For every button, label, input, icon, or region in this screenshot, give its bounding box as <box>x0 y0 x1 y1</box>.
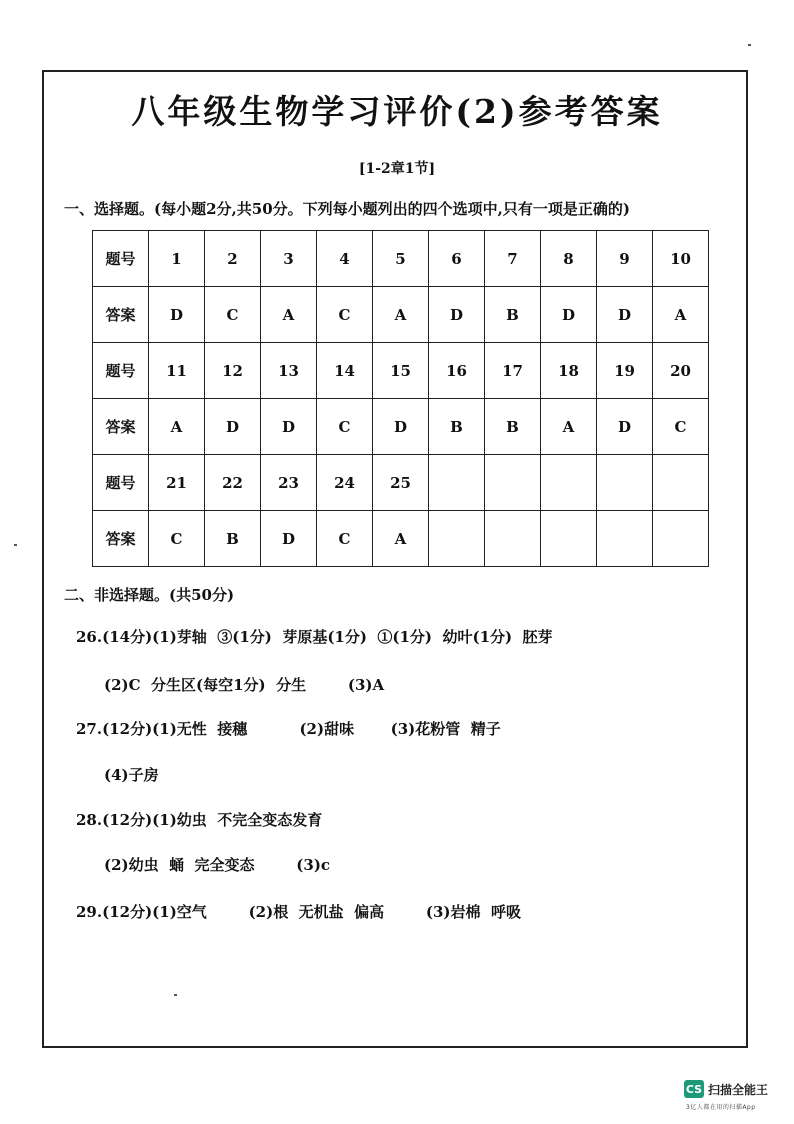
question-number-cell: 13 <box>261 343 317 399</box>
answer-key-row <box>93 399 709 455</box>
page-title: 八年级生物学习评价(2)参考答案 <box>131 92 663 131</box>
answer-key-row <box>93 287 709 343</box>
question-number-cell <box>597 455 653 511</box>
answer-cell <box>653 511 709 567</box>
answer-cell: B <box>485 287 541 343</box>
question-number-cell: 6 <box>429 231 485 287</box>
answer-cell: D <box>541 287 597 343</box>
question-number-row <box>93 455 709 511</box>
answer-q28-line2: (2)幼虫 蛹 完全变态 (3)c <box>104 856 331 874</box>
question-number-cell: 19 <box>597 343 653 399</box>
row-label-cell: 题号 <box>93 455 149 511</box>
question-number-cell: 1 <box>149 231 205 287</box>
answer-cell: A <box>373 511 429 567</box>
answer-q28-line1: 28.(12分)(1)幼虫 不完全变态发育 <box>76 811 323 829</box>
answer-cell: D <box>205 399 261 455</box>
question-number-cell: 15 <box>373 343 429 399</box>
question-number-cell <box>429 455 485 511</box>
question-number-cell: 25 <box>373 455 429 511</box>
chapter-range: [1-2章1节] <box>358 161 436 177</box>
question-number-cell: 2 <box>205 231 261 287</box>
row-label-cell: 答案 <box>93 399 149 455</box>
answer-cell: B <box>429 399 485 455</box>
scanner-app-name: 扫描全能王 <box>708 1082 769 1097</box>
answer-cell <box>541 511 597 567</box>
section-choice-heading: 一、选择题。(每小题2分,共50分。下列每小题列出的四个选项中,只有一项是正确的) <box>64 200 630 218</box>
answer-cell: C <box>317 399 373 455</box>
question-number-cell: 4 <box>317 231 373 287</box>
question-number-cell <box>485 455 541 511</box>
answer-cell: A <box>261 287 317 343</box>
answer-q27-line1: 27.(12分)(1)无性 接穗 (2)甜味 (3)花粉管 精子 <box>76 720 501 738</box>
question-number-cell: 24 <box>317 455 373 511</box>
question-number-cell: 3 <box>261 231 317 287</box>
question-number-cell: 23 <box>261 455 317 511</box>
answer-cell: D <box>429 287 485 343</box>
question-number-cell <box>653 455 709 511</box>
question-number-row <box>93 231 709 287</box>
question-number-cell: 10 <box>653 231 709 287</box>
answer-cell: D <box>261 399 317 455</box>
question-number-cell: 18 <box>541 343 597 399</box>
row-label-cell: 答案 <box>93 287 149 343</box>
answer-cell: A <box>653 287 709 343</box>
row-label-cell: 题号 <box>93 231 149 287</box>
question-number-cell: 20 <box>653 343 709 399</box>
scanner-watermark <box>684 1080 768 1098</box>
answer-cell: C <box>149 511 205 567</box>
answer-q26-line2: (2)C 分生区(每空1分) 分生 (3)A <box>104 676 385 694</box>
row-label-cell: 答案 <box>93 511 149 567</box>
answer-key-row <box>93 511 709 567</box>
question-number-row <box>93 343 709 399</box>
answer-cell <box>485 511 541 567</box>
question-number-cell: 22 <box>205 455 261 511</box>
answer-cell: D <box>597 287 653 343</box>
question-number-cell: 5 <box>373 231 429 287</box>
answer-cell: B <box>205 511 261 567</box>
answer-cell <box>429 511 485 567</box>
question-number-cell: 14 <box>317 343 373 399</box>
scan-speck <box>748 44 751 46</box>
scanner-tagline: 3亿人都在用的扫描App <box>686 1104 756 1111</box>
answer-cell: D <box>149 287 205 343</box>
answer-q27-line2: (4)子房 <box>104 766 159 784</box>
answer-cell: C <box>317 287 373 343</box>
scan-speck <box>14 544 17 546</box>
answer-cell: A <box>541 399 597 455</box>
answer-q29-line1: 29.(12分)(1)空气 (2)根 无机盐 偏高 (3)岩棉 呼吸 <box>76 903 521 921</box>
choice-answer-table <box>92 230 709 567</box>
answer-cell: D <box>373 399 429 455</box>
question-number-cell: 12 <box>205 343 261 399</box>
answer-cell: B <box>485 399 541 455</box>
question-number-cell: 9 <box>597 231 653 287</box>
answer-cell: D <box>597 399 653 455</box>
scan-speck <box>174 994 177 996</box>
question-number-cell: 21 <box>149 455 205 511</box>
answer-cell: C <box>205 287 261 343</box>
answer-cell: A <box>373 287 429 343</box>
question-number-cell <box>541 455 597 511</box>
answer-cell: C <box>653 399 709 455</box>
question-number-cell: 7 <box>485 231 541 287</box>
answer-cell <box>597 511 653 567</box>
answer-cell: D <box>261 511 317 567</box>
question-number-cell: 11 <box>149 343 205 399</box>
section-nonchoice-heading: 二、非选择题。(共50分) <box>64 586 235 604</box>
question-number-cell: 17 <box>485 343 541 399</box>
question-number-cell: 8 <box>541 231 597 287</box>
answer-cell: C <box>317 511 373 567</box>
answer-cell: A <box>149 399 205 455</box>
answer-q26-line1: 26.(14分)(1)芽轴 ③(1分) 芽原基(1分) ①(1分) 幼叶(1分) 胚芽 <box>76 628 553 646</box>
row-label-cell: 题号 <box>93 343 149 399</box>
camscanner-logo-icon: CS <box>684 1080 704 1098</box>
question-number-cell: 16 <box>429 343 485 399</box>
